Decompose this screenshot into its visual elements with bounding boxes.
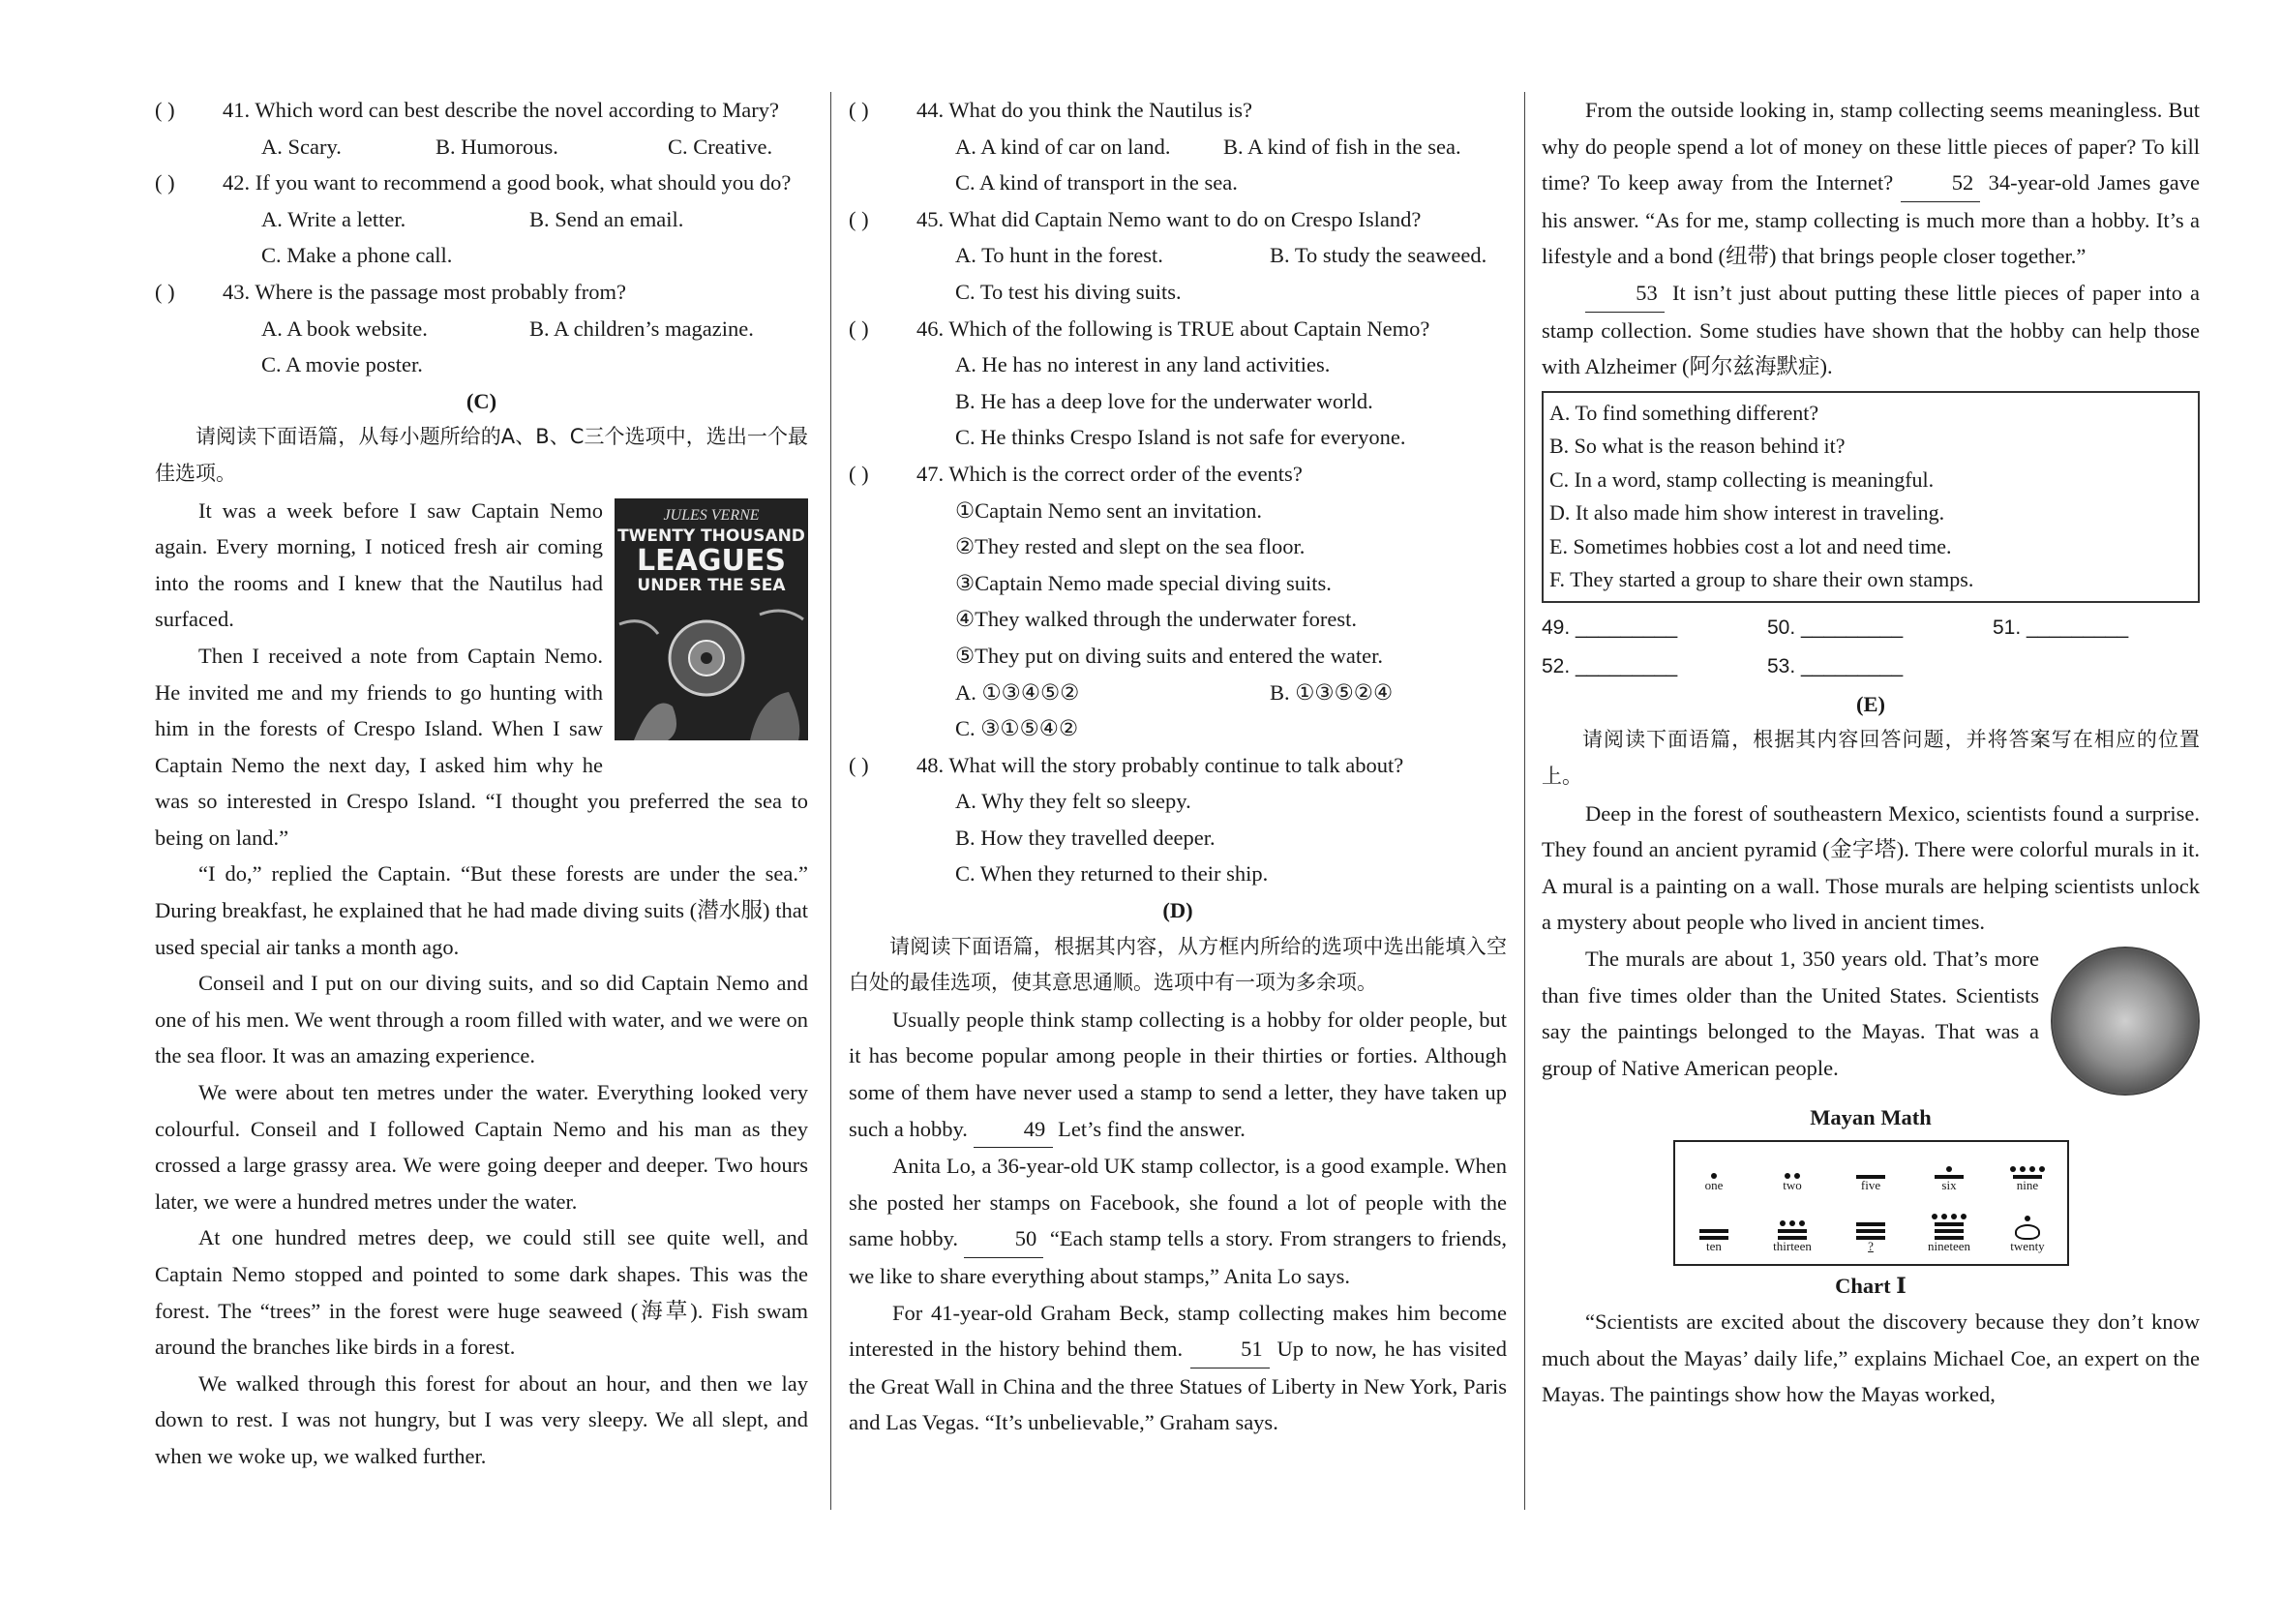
option-c[interactable]: C. When they returned to their ship. (955, 861, 1269, 887)
answer-paren[interactable]: ( ) (155, 279, 175, 304)
option-b[interactable]: B. To study the seaweed. (1270, 243, 1487, 268)
section-instruction: 请阅读下面语篇，根据其内容回答问题，并将答案写在相应的位置上。 (1542, 728, 2200, 788)
blank-53[interactable]: 53 (1585, 275, 1665, 313)
section-heading-d: (D) (1162, 898, 1193, 923)
numeral-unknown (1832, 1203, 1910, 1264)
passage-c-paragraph-5: We were about ten metres under the water. Everything looked very colourful. Conseil and I followed Captain Nemo and his man as they crossed a large grassy area. We were going deeper and deeper. Two hours later, we were a hundred metres under the water. (155, 1080, 808, 1214)
numeral-nineteen (1910, 1203, 1989, 1264)
passage-d-paragraph-3 (849, 1295, 1507, 1441)
option-c[interactable]: C. Make a phone call. (261, 243, 453, 268)
option-b[interactable]: B. How they travelled deeper. (955, 825, 1216, 850)
blank-51[interactable]: 51 (1190, 1331, 1270, 1368)
event-5: ⑤They put on diving suits and entered the water. (955, 643, 1383, 668)
column-middle (849, 92, 1507, 1441)
book-title-line: TWENTY THOUSAND (617, 526, 805, 546)
question-text: 41. Which word can best describe the novel according to Mary? (223, 98, 780, 122)
option-b[interactable]: B. Send an email. (529, 206, 684, 231)
paragraph-text: Anita Lo, a 36-year-old UK stamp collector, is a good example. When she posted her stamps on Facebook, she found a lot of people with the same hobby. (849, 1154, 1507, 1251)
passage-d-paragraph-5 (1542, 275, 2200, 385)
question-44 (849, 92, 1507, 201)
option-c[interactable]: C. To test his diving suits. (955, 279, 1182, 304)
column-left (155, 92, 808, 1475)
question-text: 44. What do you think the Nautilus is? (916, 98, 1253, 122)
event-3: ③Captain Nemo made special diving suits. (955, 570, 1332, 595)
answer-paren[interactable]: ( ) (849, 206, 869, 231)
mayan-calendar-image (2051, 947, 2200, 1096)
question-text: 43. Where is the passage most probably from? (223, 279, 626, 304)
numeral-label: nine (2016, 1177, 2039, 1192)
event-1: ①Captain Nemo sent an invitation. (955, 497, 1262, 523)
question-42 (155, 165, 808, 274)
answer-paren[interactable]: ( ) (849, 98, 869, 122)
option-a[interactable]: A. A book website. (261, 316, 428, 341)
section-heading-c: (C) (465, 388, 497, 413)
book-author: JULES VERNE (663, 506, 760, 524)
numeral-label: one (1704, 1177, 1724, 1192)
blank-50[interactable]: 50 (964, 1220, 1043, 1258)
numeral-label: ? (1868, 1238, 1874, 1253)
option-a[interactable]: A. He has no interest in any land activities. (955, 352, 1331, 377)
numeral-five (1832, 1142, 1910, 1203)
numeral-ten (1675, 1203, 1754, 1264)
answer-blank-51[interactable]: 51. _________ (1993, 616, 2129, 639)
paragraph-text: Usually people think stamp collecting is a hobby for older people, but it has become popular among people in their thirties or forties. Although some of them have never used a stamp to send a letter, they have taken up such a hobby. (849, 1007, 1507, 1141)
answer-paren[interactable]: ( ) (849, 461, 869, 486)
passage-e-paragraph-2: The murals are about 1, 350 years old. That’s more than five times older than the United States. Scientists say the paintings belonged to the Mayas. That was a group of Native American people. (1542, 946, 2039, 1080)
numeral-label: nineteen (1927, 1238, 1971, 1253)
diver-illustration (615, 498, 808, 740)
blank-52[interactable]: 52 (1901, 165, 1980, 202)
question-text: 42. If you want to recommend a good book, what should you do? (223, 170, 792, 195)
question-43 (155, 274, 808, 383)
option-item: E. Sometimes hobbies cost a lot and need time. (1549, 533, 1952, 558)
option-c[interactable]: C. He thinks Crespo Island is not safe for everyone. (955, 425, 1406, 450)
passage-e-paragraph-3: “Scientists are excited about the discovery because they don’t know much about the Mayas’ daily life,” explains Michael Coe, an expert on the Mayas. The paintings show how the Mayas worked, (1542, 1309, 2200, 1407)
event-4: ④They walked through the underwater forest. (955, 607, 1358, 632)
numeral-two (1754, 1142, 1832, 1203)
passage-d-paragraph-1 (849, 1002, 1507, 1148)
answer-paren[interactable]: ( ) (155, 98, 175, 122)
passage-c-paragraph-6: At one hundred metres deep, we could still see quite well, and Captain Nemo stopped and pointed to some dark shapes. This was the forest. The “trees” in the forest were huge seaweed (海草). Fish swam around the branches like birds in a forest. (155, 1225, 808, 1360)
numeral-twenty (1989, 1203, 2067, 1264)
section-heading-e: (E) (1856, 691, 1885, 716)
numeral-six (1910, 1142, 1989, 1203)
column-right (1542, 92, 2200, 1413)
option-item: A. To find something different? (1549, 400, 1819, 425)
options-box (1542, 391, 2200, 603)
numeral-label: two (1783, 1177, 1802, 1192)
numeral-label: six (1941, 1177, 1957, 1192)
option-item: D. It also made him show interest in traveling. (1549, 500, 1945, 526)
mayan-math-title: Mayan Math (1810, 1104, 1932, 1129)
blank-49[interactable]: 49 (974, 1111, 1053, 1149)
question-text: 45. What did Captain Nemo want to do on Crespo Island? (916, 206, 1422, 231)
book-cover-image (615, 498, 808, 740)
event-2: ②They rested and slept on the sea floor. (955, 534, 1306, 559)
book-title-line: UNDER THE SEA (637, 575, 786, 595)
answer-blanks (1542, 609, 2200, 686)
numeral-label: ten (1706, 1238, 1722, 1253)
option-c[interactable]: C. A movie poster. (261, 352, 423, 377)
option-a[interactable]: A. To hunt in the forest. (955, 243, 1163, 268)
paragraph-text: It isn’t just about putting these little pieces of paper into a stamp collection. Some studies have shown that the hobby can help those with Alzheimer (阿尔兹海默症). (1542, 280, 2201, 379)
question-47 (849, 456, 1507, 747)
paragraph-text: For 41-year-old Graham Beck, stamp collecting makes him become interested in the history behind them. (849, 1300, 1507, 1362)
answer-paren[interactable]: ( ) (849, 752, 869, 777)
paragraph-text: Up to now, he has visited the Great Wall in China and the three Statues of Liberty in New York, Paris and Las Vegas. “It’s unbelievable,” Graham says. (849, 1337, 1508, 1435)
chart-label: Chart Ⅰ (1835, 1273, 1907, 1298)
passage-c-paragraph-4: Conseil and I put on our diving suits, and so did Captain Nemo and one of his men. We went through a room filled with water, and we were on the sea floor. It was an amazing experience. (155, 971, 808, 1068)
column-divider-right (1524, 92, 1525, 1510)
book-title-line: LEAGUES (637, 543, 786, 578)
paragraph-text: From the outside looking in, stamp collecting seems meaningless. But why do people spend a lot of money on these little pieces of paper? To kill time? To keep away from the Internet? (1542, 98, 2200, 195)
option-b[interactable]: B. He has a deep love for the underwater world. (955, 388, 1373, 413)
question-41 (155, 92, 808, 165)
passage-e-paragraph-1: Deep in the forest of southeastern Mexico, scientists found a surprise. They found an ancient pyramid (金字塔). There were colorful murals in it. A mural is a painting on a wall. Those murals are helping scientists unlock a mystery about people who lived in ancient times. (1542, 800, 2200, 935)
answer-paren[interactable]: ( ) (155, 170, 175, 195)
numeral-nine (1989, 1142, 2067, 1203)
question-46 (849, 311, 1507, 456)
option-b[interactable]: B. Humorous. (435, 134, 558, 159)
numeral-thirteen (1754, 1203, 1832, 1264)
passage-d-paragraph-2 (849, 1148, 1507, 1294)
answer-blank-53[interactable]: 53. _________ (1767, 654, 1904, 677)
option-c[interactable]: C. Creative. (668, 134, 773, 159)
option-a[interactable]: A. A kind of car on land. (955, 134, 1171, 159)
option-a[interactable]: A. Scary. (261, 134, 342, 159)
passage-c-paragraph-3: “I do,” replied the Captain. “But these forests are under the sea.” During breakfast, he explained that he had made diving suits (潜水服) that used special air tanks a month ago. (155, 861, 808, 959)
option-c[interactable]: C. ③①⑤④② (955, 716, 1079, 741)
question-text: 47. Which is the correct order of the events? (916, 461, 1303, 486)
question-45 (849, 201, 1507, 311)
numeral-one (1675, 1142, 1754, 1203)
mayan-math-table (1673, 1140, 2069, 1266)
section-instruction: 请阅读下面语篇，根据其内容，从方框内所给的选项中选出能填入空白处的最佳选项，使其意思通顺。选项中有一项为多余项。 (849, 934, 1507, 995)
answer-blank-50[interactable]: 50. _________ (1767, 616, 1904, 639)
answer-blank-49[interactable]: 49. _________ (1542, 616, 1678, 639)
section-instruction: 请阅读下面语篇，从每小题所给的A、B、C三个选项中，选出一个最佳选项。 (155, 425, 808, 485)
passage-d-paragraph-4 (1542, 92, 2200, 275)
numeral-label: twenty (2010, 1238, 2045, 1253)
question-48 (849, 747, 1507, 892)
question-text: 46. Which of the following is TRUE about Captain Nemo? (916, 316, 1430, 341)
column-divider-left (830, 92, 831, 1510)
passage-c-paragraph-7: We walked through this forest for about an hour, and then we lay down to rest. I was not hungry, but I was very sleepy. We all slept, and when we woke up, we walked further. (155, 1370, 808, 1468)
paragraph-text: 34-year-old James gave his answer. “As for me, stamp collecting is much more than a hobby. It’s a lifestyle and a bond (纽带) that brings people closer together.” (1542, 170, 2201, 269)
answer-blank-52[interactable]: 52. _________ (1542, 654, 1678, 677)
passage-c-paragraph-2: Then I received a note from Captain Nemo. He invited me and my friends to go hunting with him in the forests of Crespo Island. When I saw Captain Nemo the next day, I asked him why he was so interested in Crespo Island. “I thought you preferred the sea to being on land.” (155, 643, 808, 850)
paragraph-text: Let’s find the answer. (1058, 1116, 1246, 1141)
passage-c-paragraph-1: It was a week before I saw Captain Nemo again. Every morning, I noticed fresh air coming into the rooms and I knew that the Nautilus had surfaced. (155, 497, 603, 632)
option-a[interactable]: A. Write a letter. (261, 206, 406, 231)
question-text: 48. What will the story probably continue to talk about? (916, 752, 1404, 777)
option-item: B. So what is the reason behind it? (1549, 434, 1846, 459)
option-a[interactable]: A. ①③④⑤② (955, 679, 1080, 705)
option-item: F. They started a group to share their own stamps. (1549, 567, 1974, 592)
option-item: C. In a word, stamp collecting is meaningful. (1549, 466, 1935, 492)
option-a[interactable]: A. Why they felt so sleepy. (955, 789, 1191, 814)
paragraph-text: “Each stamp tells a story. From strangers to friends, we like to share everything about stamps,” Anita Lo says. (849, 1226, 1507, 1288)
option-b[interactable]: B. A children’s magazine. (529, 316, 754, 341)
option-b[interactable]: B. ①③⑤②④ (1270, 679, 1394, 705)
numeral-label: five (1860, 1177, 1881, 1192)
option-c[interactable]: C. A kind of transport in the sea. (955, 170, 1238, 195)
answer-paren[interactable]: ( ) (849, 316, 869, 341)
option-b[interactable]: B. A kind of fish in the sea. (1223, 134, 1461, 159)
numeral-label: thirteen (1773, 1238, 1812, 1253)
